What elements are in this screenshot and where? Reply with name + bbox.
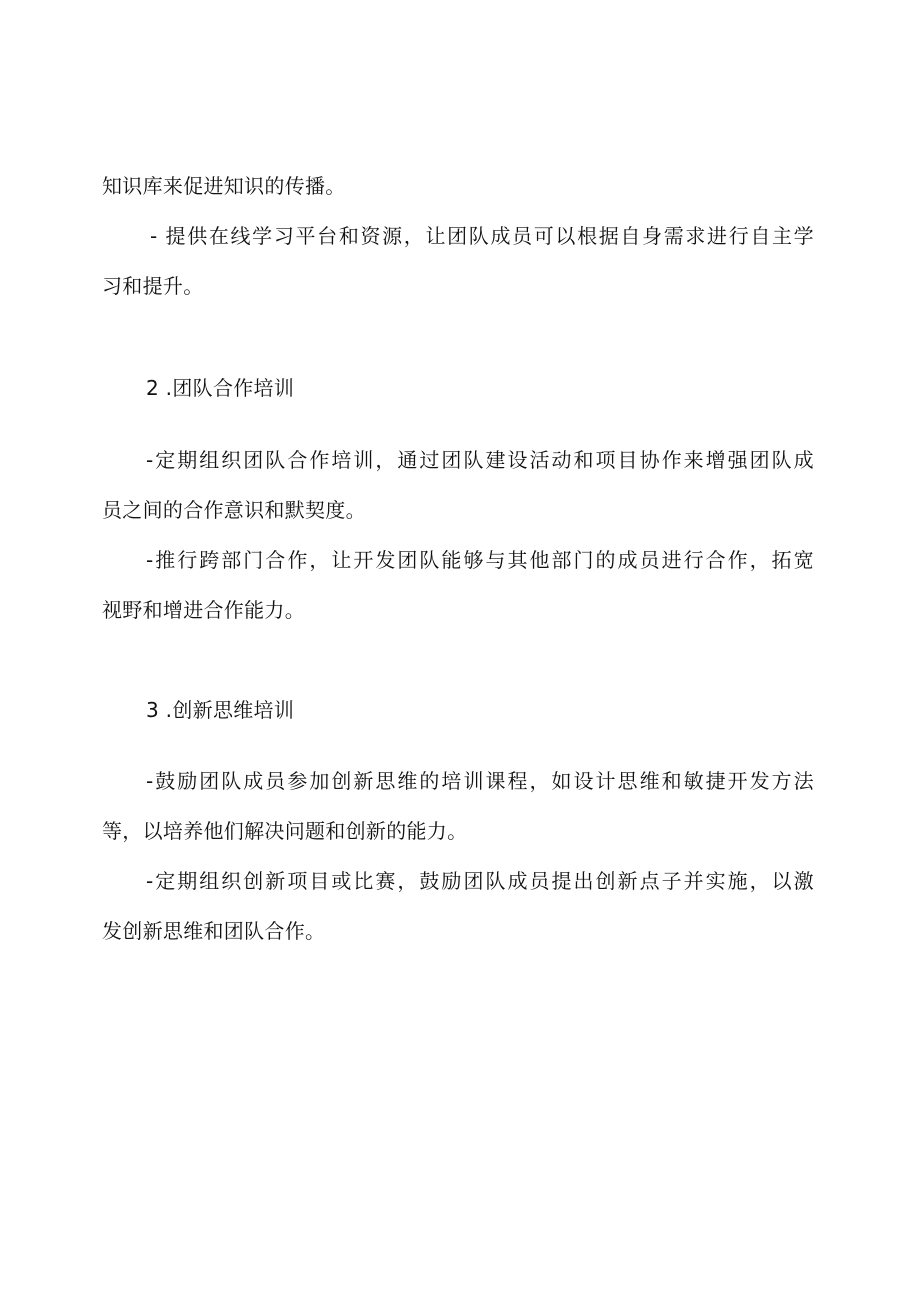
section-heading: 3 .创新思维培训	[146, 698, 295, 722]
bullet-line: -定期组织创新项目或比赛，鼓励团队成员提出创新点子并实施，以激	[146, 869, 814, 893]
paragraph-line: 视野和增进合作能力。	[102, 598, 305, 622]
paragraph-line: 发创新思维和团队合作。	[102, 919, 326, 943]
paragraph-line: 员之间的合作意识和默契度。	[102, 498, 366, 522]
bullet-line: -定期组织团队合作培训，通过团队建设活动和项目协作来增强团队成	[146, 448, 814, 472]
bullet-line: - 提供在线学习平台和资源，让团队成员可以根据自身需求进行自主学	[150, 224, 814, 248]
bullet-line: -鼓励团队成员参加创新思维的培训课程，如设计思维和敏捷开发方法	[146, 769, 814, 793]
section-heading: 2 .团队合作培训	[146, 376, 295, 400]
bullet-line: -推行跨部门合作，让开发团队能够与其他部门的成员进行合作，拓宽	[146, 548, 814, 572]
paragraph-line: 知识库来促进知识的传播。	[102, 174, 346, 198]
paragraph-line: 习和提升。	[102, 274, 204, 298]
paragraph-line: 等，以培养他们解决问题和创新的能力。	[102, 819, 468, 843]
